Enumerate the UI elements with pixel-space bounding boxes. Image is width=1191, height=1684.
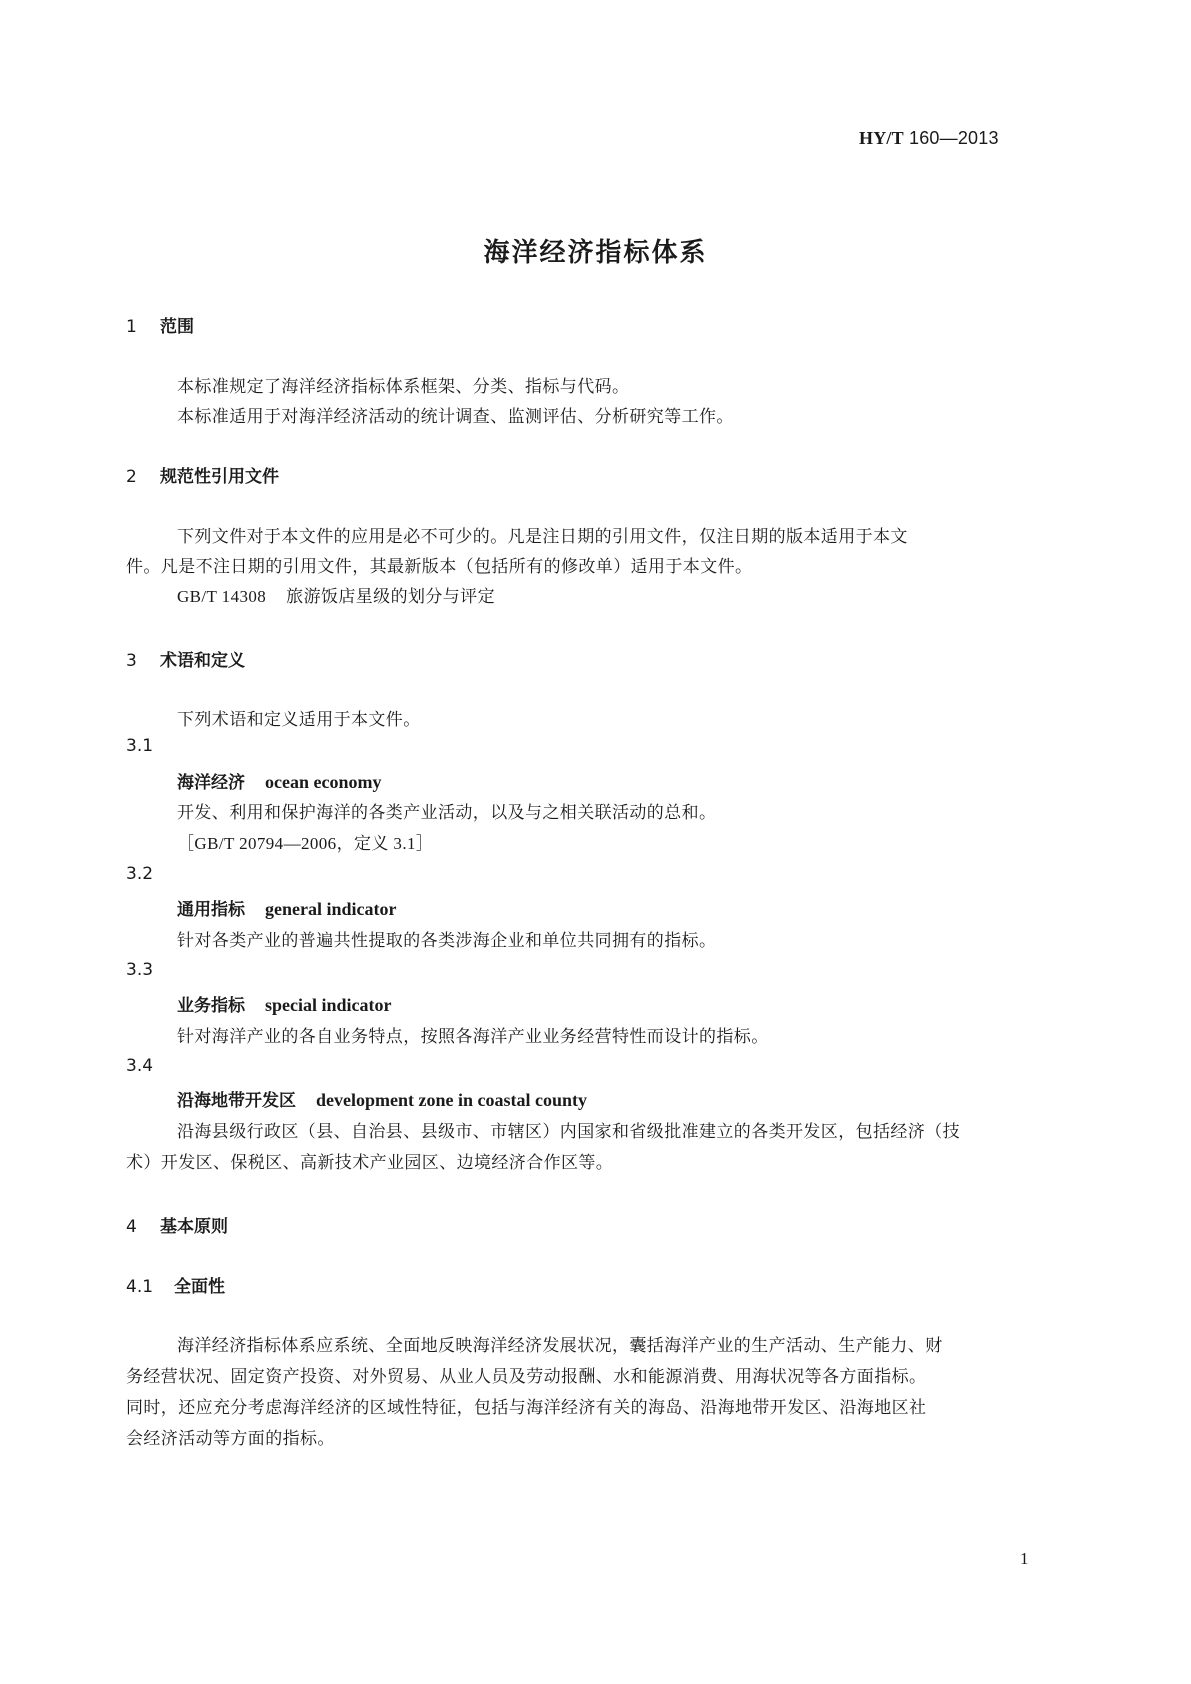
subsection-title: 全面性 (174, 1277, 225, 1297)
section-2-paragraph-line-2: 件。凡是不注日期的引用文件，其最新版本（包括所有的修改单）适用于本文件。 (126, 557, 753, 577)
standard-code (859, 128, 999, 149)
term-definition: 针对各类产业的普遍共性提取的各类涉海企业和单位共同拥有的指标。 (177, 931, 717, 951)
term-name (177, 895, 396, 920)
section-2-heading (126, 462, 279, 487)
term-definition-line-1: 沿海县级行政区（县、自治县、县级市、市辖区）内国家和省级批准建立的各类开发区，包括经济（技 (177, 1122, 960, 1142)
term-zh: 通用指标 (177, 900, 245, 920)
term-name (177, 768, 381, 793)
term-en: ocean economy (265, 772, 382, 792)
term-en: general indicator (265, 899, 397, 919)
subsection-number: 4.1 (126, 1277, 154, 1297)
term-zh: 海洋经济 (177, 773, 245, 793)
term-definition: 针对海洋产业的各自业务特点，按照各海洋产业业务经营特性而设计的指标。 (177, 1027, 769, 1047)
section-title: 基本原则 (160, 1217, 228, 1237)
section-3-heading (126, 646, 245, 671)
section-title: 术语和定义 (160, 651, 245, 671)
reference-title: 旅游饭店星级的划分与评定 (286, 587, 495, 607)
section-4-heading (126, 1212, 228, 1237)
section-number: 1 (126, 317, 137, 337)
term-name (177, 991, 392, 1016)
standard-prefix: HY/T (859, 128, 904, 148)
term-name (177, 1086, 587, 1111)
term-definition-line-2: 术）开发区、保税区、高新技术产业园区、边境经济合作区等。 (126, 1153, 614, 1173)
section-1-paragraph-2: 本标准适用于对海洋经济活动的统计调查、监测评估、分析研究等工作。 (177, 407, 734, 427)
term-en: development zone in coastal county (316, 1090, 587, 1110)
term-number: 3.4 (126, 1056, 154, 1076)
term-definition: 开发、利用和保护海洋的各类产业活动，以及与之相关联活动的总和。 (177, 803, 717, 823)
section-2-paragraph-line-1: 下列文件对于本文件的应用是必不可少的。凡是注日期的引用文件，仅注日期的版本适用于本文 (177, 527, 908, 547)
subsection-4-1-line-2: 务经营状况、固定资产投资、对外贸易、从业人员及劳动报酬、水和能源消费、用海状况等各方面指标。 (126, 1367, 927, 1387)
section-1-heading (126, 312, 194, 337)
term-number: 3.3 (126, 960, 154, 980)
normative-reference (177, 582, 495, 607)
term-zh: 业务指标 (177, 996, 245, 1016)
section-1-paragraph-1: 本标准规定了海洋经济指标体系框架、分类、指标与代码。 (177, 377, 630, 397)
section-title: 规范性引用文件 (160, 467, 279, 487)
document-title: 海洋经济指标体系 (483, 238, 708, 268)
subsection-4-1-line-3: 同时，还应充分考虑海洋经济的区域性特征，包括与海洋经济有关的海岛、沿海地带开发区、沿海地区社 (126, 1398, 927, 1418)
page-number: 1 (1020, 1549, 1029, 1568)
subsection-4-1-line-4: 会经济活动等方面的指标。 (126, 1429, 335, 1449)
reference-code: GB/T 14308 (177, 587, 267, 606)
term-number: 3.1 (126, 736, 154, 756)
section-number: 2 (126, 467, 137, 487)
term-number: 3.2 (126, 864, 154, 884)
section-title: 范围 (160, 317, 194, 337)
section-number: 4 (126, 1217, 137, 1237)
section-3-intro: 下列术语和定义适用于本文件。 (177, 710, 421, 730)
term-source: ［GB/T 20794—2006，定义 3.1］ (177, 834, 434, 853)
standard-number: 160—2013 (909, 128, 999, 148)
term-en: special indicator (265, 995, 392, 1015)
section-number: 3 (126, 651, 137, 671)
subsection-4-1-heading (126, 1272, 225, 1297)
subsection-4-1-line-1: 海洋经济指标体系应系统、全面地反映海洋经济发展状况，囊括海洋产业的生产活动、生产能力、财 (177, 1336, 943, 1356)
term-zh: 沿海地带开发区 (177, 1091, 296, 1111)
